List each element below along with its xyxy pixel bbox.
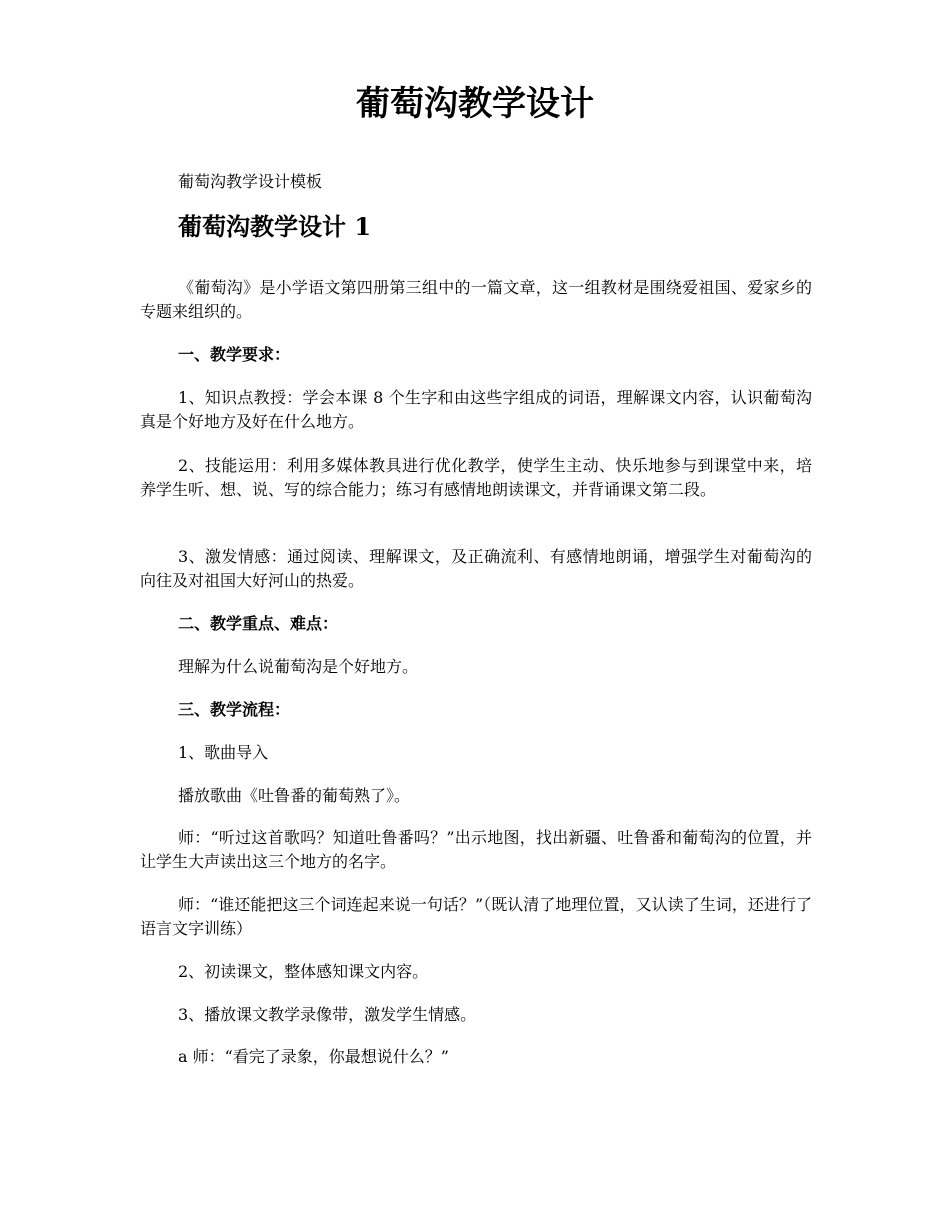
document-subtitle: 葡萄沟教学设计模板 [178,172,323,191]
requirement-3: 3、激发情感：通过阅读、理解课文，及正确流利、有感情地朗诵，增强学生对葡萄沟的向往及对祖国大好河山的热爱。 [140,547,812,590]
step-1-detail: 播放歌曲《吐鲁番的葡萄熟了》。 [178,786,411,805]
key-point-text: 理解为什么说葡萄沟是个好地方。 [178,657,419,676]
teacher-dialogue-1: 师：“听过这首歌吗？知道吐鲁番吗？”出示地图，找出新疆、吐鲁番和葡萄沟的位置，并让学生大声读出这三个地方的名字。 [140,828,812,871]
heading-key-points: 二、教学重点、难点： [178,614,339,633]
teacher-dialogue-2: 师：“谁还能把这三个词连起来说一句话？”（既认清了地理位置，又认读了生词，还进行了语言文字训练） [140,895,812,938]
heading-teaching-process: 三、教学流程： [178,700,291,719]
heading-teaching-requirements: 一、教学要求： [178,345,291,364]
requirement-1: 1、知识点教授：学会本课 8 个生字和由这些字组成的词语，理解课文内容，认识葡萄沟真是个好地方及好在什么地方。 [140,388,812,431]
intro-paragraph: 《葡萄沟》是小学语文第四册第三组中的一篇文章，这一组教材是围绕爱祖国、爱家乡的专题来组织的。 [140,278,812,321]
step-2: 2、初读课文，整体感知课文内容。 [178,962,429,981]
step-1: 1、歌曲导入 [178,743,269,762]
document-title: 葡萄沟教学设计 [356,84,594,124]
section-heading: 葡萄沟教学设计 1 [178,212,372,241]
step-3: 3、播放课文教学录像带，激发学生情感。 [178,1005,477,1024]
requirement-2: 2、技能运用：利用多媒体教具进行优化教学，使学生主动、快乐地参与到课堂中来，培养学生听、想、说、写的综合能力；练习有感情地朗读课文，并背诵课文第二段。 [140,456,812,499]
step-3a: a 师：“看完了录象，你最想说什么？” [178,1047,449,1066]
